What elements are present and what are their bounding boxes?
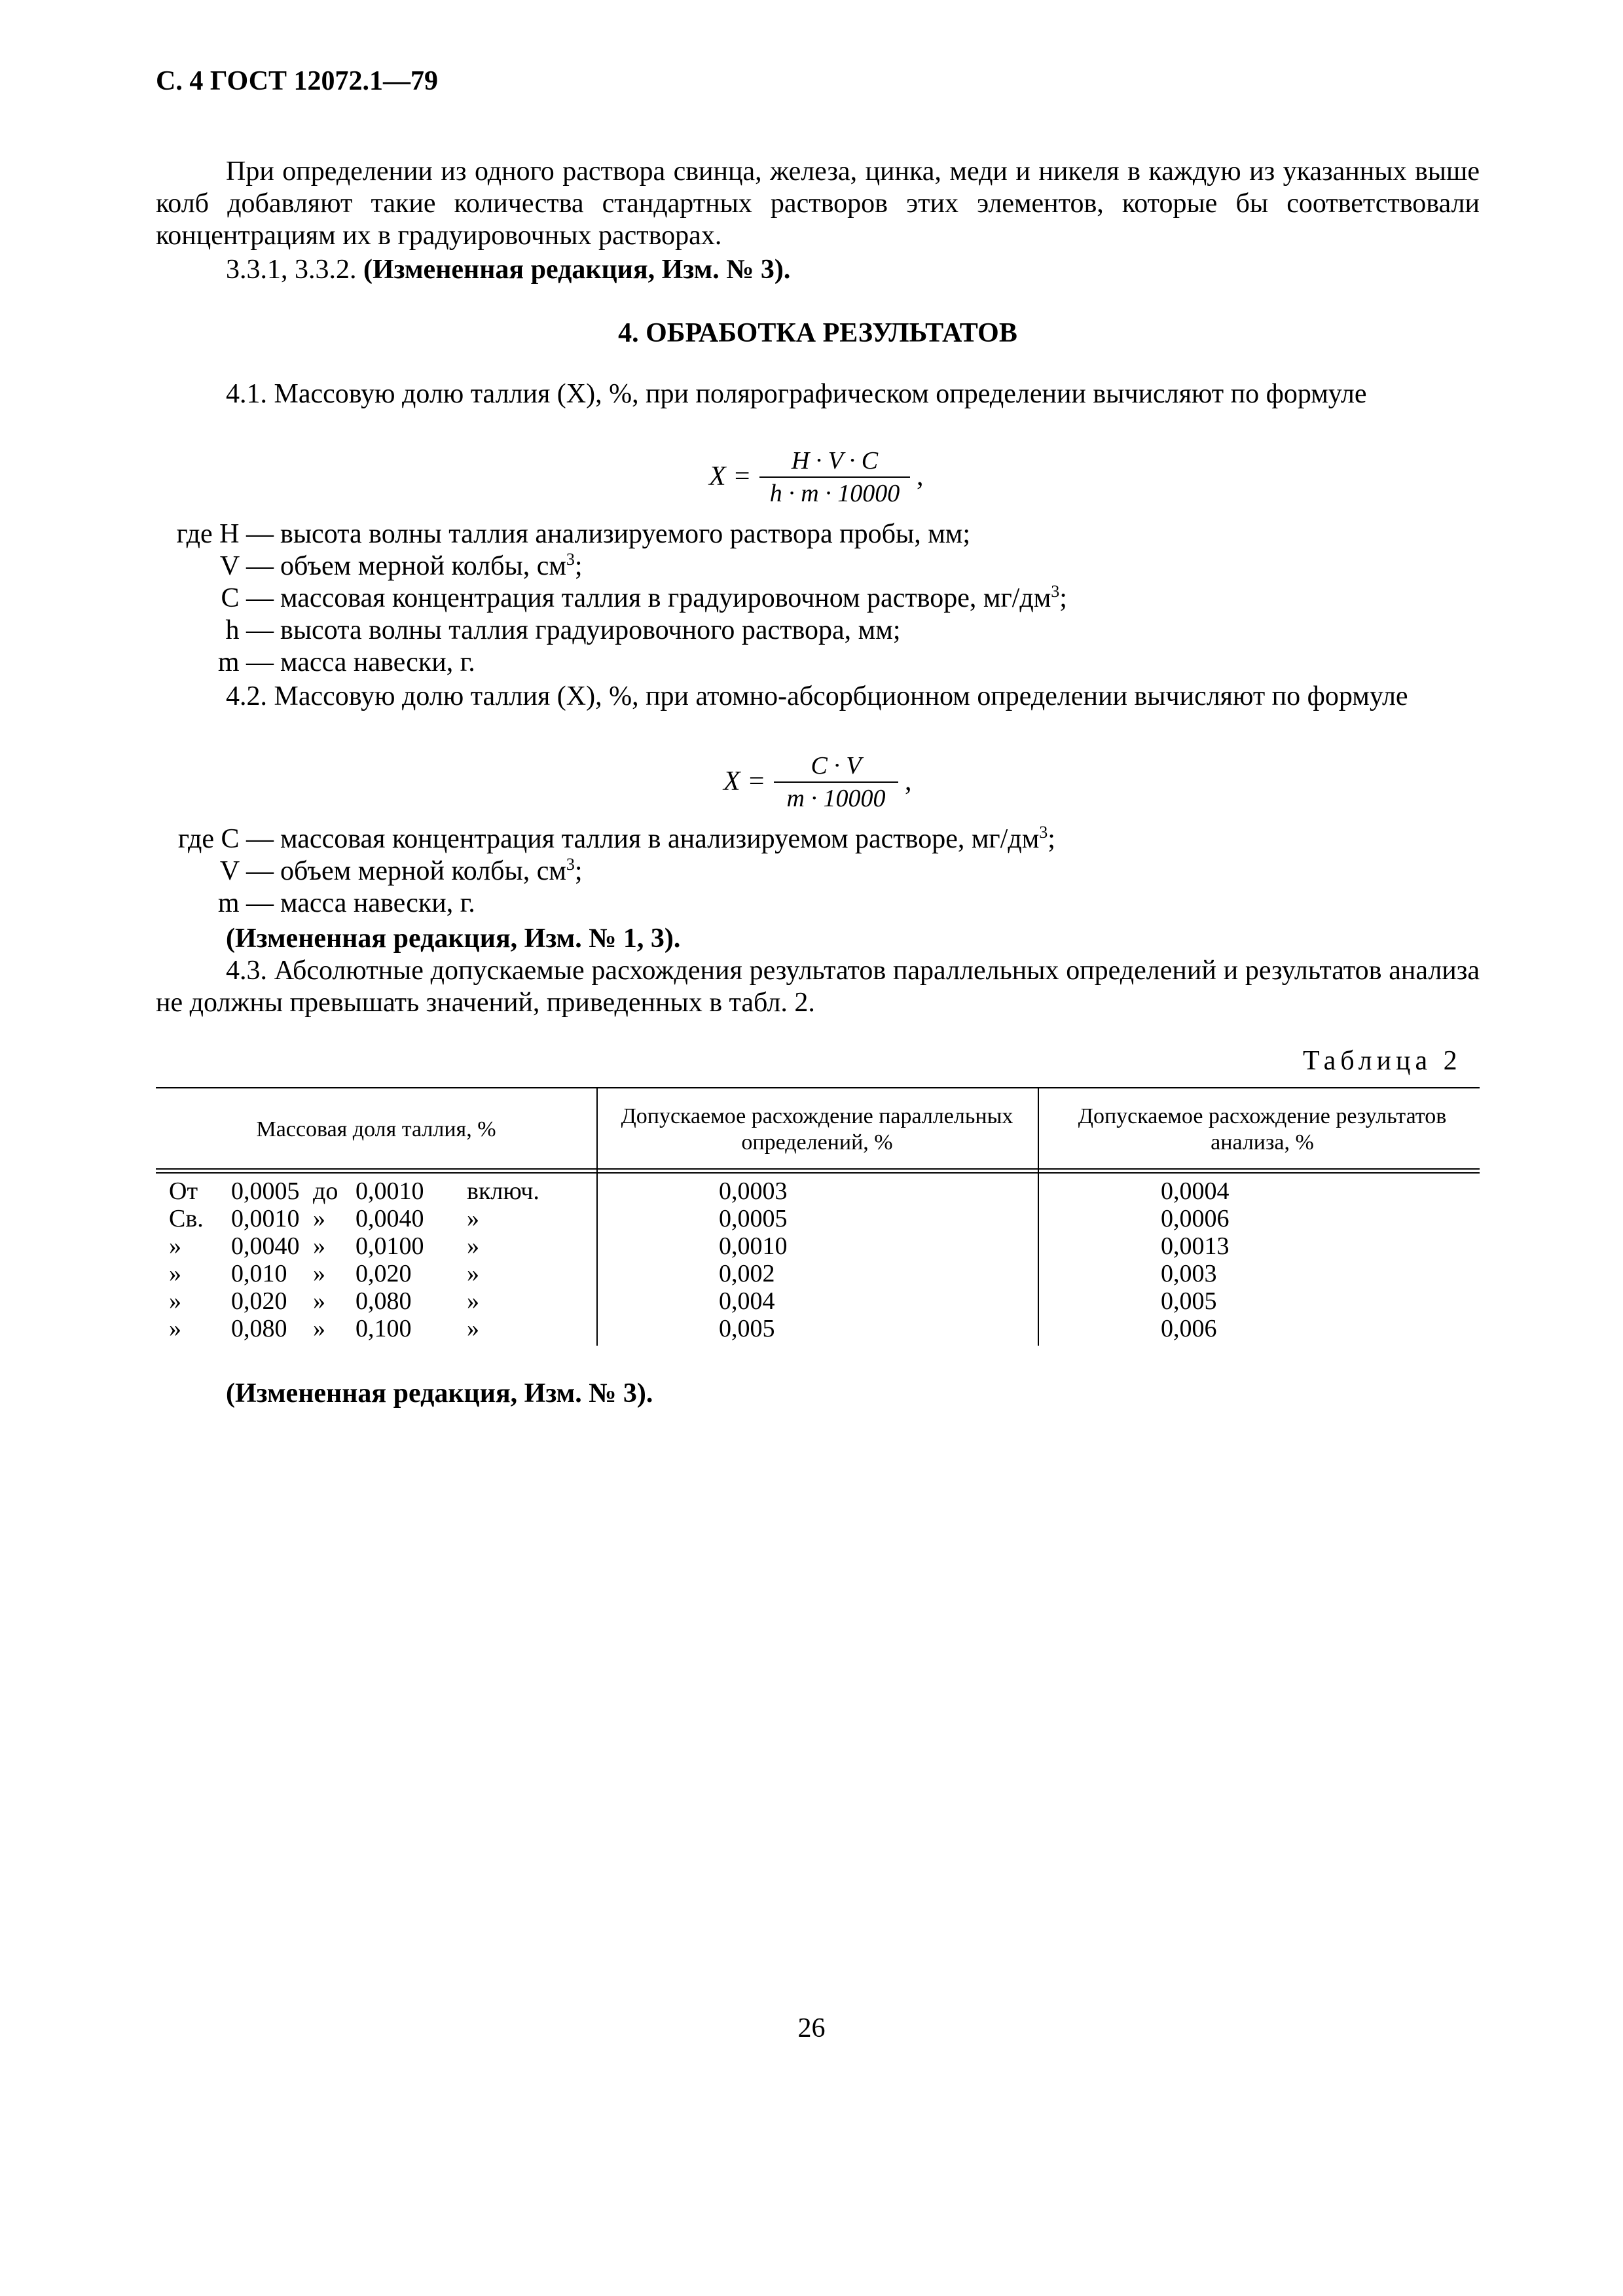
where-text: высота волны таллия анализируемого раствора пробы, мм; xyxy=(280,519,971,549)
cell-parallel-tolerance: 0,005 xyxy=(719,1315,775,1342)
range-from: 0,0040 xyxy=(231,1232,300,1260)
formula-1-denominator: h · m · 10000 xyxy=(769,480,900,507)
table-row xyxy=(156,1177,1480,1205)
table-row xyxy=(156,1232,1480,1260)
range-mid: » xyxy=(313,1260,325,1287)
formula-1-numerator: H · V · C xyxy=(791,447,879,475)
range-post: » xyxy=(467,1232,479,1260)
range-to: 0,0100 xyxy=(356,1232,424,1260)
cell-parallel-tolerance: 0,0005 xyxy=(719,1205,788,1232)
range-post: » xyxy=(467,1315,479,1342)
cell-result-tolerance: 0,0013 xyxy=(1161,1232,1230,1260)
table-row xyxy=(156,1205,1480,1232)
formula-2-tail: , xyxy=(905,766,912,797)
table-row xyxy=(156,1287,1480,1315)
section-title: 4. ОБРАБОТКА РЕЗУЛЬТАТОВ xyxy=(618,318,1017,348)
range-mid: » xyxy=(313,1205,325,1232)
range-post: включ. xyxy=(467,1177,539,1205)
formula-2-fraction xyxy=(774,751,898,813)
table-header-rule xyxy=(156,1168,1480,1170)
where-punct: ; xyxy=(574,856,583,886)
range-mid: » xyxy=(313,1315,325,1342)
range-to: 0,0040 xyxy=(356,1205,424,1232)
formula-1-lhs: X = xyxy=(709,461,752,492)
where-punct: ; xyxy=(574,551,583,581)
amendment-note-3: (Измененная редакция, Изм. № 3). xyxy=(226,1378,653,1408)
range-pre: Св. xyxy=(169,1205,204,1232)
where-text: массовая концентрация таллия в анализируемом растворе, мг/дм xyxy=(280,824,1040,854)
table-row xyxy=(156,1260,1480,1287)
table-top-rule xyxy=(156,1087,1480,1088)
range-mid: » xyxy=(313,1232,325,1260)
cell-result-tolerance: 0,003 xyxy=(1161,1260,1217,1287)
formula-1-tail: , xyxy=(917,461,924,492)
range-pre: » xyxy=(169,1260,181,1287)
superscript: 3 xyxy=(1051,582,1060,601)
range-post: » xyxy=(467,1287,479,1315)
superscript: 3 xyxy=(566,855,575,874)
table-row xyxy=(156,1315,1480,1342)
formula-2-numerator: C · V xyxy=(811,752,862,780)
superscript: 3 xyxy=(1039,823,1048,842)
where-text: массовая концентрация таллия в градуировочном растворе, мг/дм xyxy=(280,583,1051,613)
range-from: 0,010 xyxy=(231,1260,287,1287)
range-from: 0,020 xyxy=(231,1287,287,1315)
table-header-result: Допускаемое расхождение результатов анализа, % xyxy=(1078,1104,1447,1155)
range-to: 0,100 xyxy=(356,1315,412,1342)
cell-parallel-tolerance: 0,0010 xyxy=(719,1232,788,1260)
table-2 xyxy=(156,1087,1480,1346)
where-text: объем мерной колбы, см xyxy=(280,856,566,886)
paragraph-4-2: 4.2. Массовую долю таллия (X), %, при атомно-абсорбционном определении вычисляют по формуле xyxy=(226,681,1408,711)
where-symbol: m — xyxy=(217,647,274,677)
table-header-mass-fraction: Массовая доля таллия, % xyxy=(256,1117,496,1141)
range-to: 0,020 xyxy=(356,1260,412,1287)
where-symbol: h — xyxy=(225,615,274,645)
where-punct: ; xyxy=(1048,824,1055,854)
where-symbol: где H — xyxy=(176,519,274,549)
page-header: С. 4 ГОСТ 12072.1—79 xyxy=(156,66,439,96)
where-symbol: V — xyxy=(219,856,274,886)
table-caption: Таблица 2 xyxy=(1303,1046,1462,1076)
where-punct: ; xyxy=(1059,583,1067,613)
range-pre: » xyxy=(169,1287,181,1315)
where-text: масса навески, г. xyxy=(280,647,475,677)
amendment-note-1 xyxy=(156,254,1480,286)
intro-paragraph: При определении из одного раствора свинца, железа, цинка, меди и никеля в каждую из указанных выше колб добавляют такие количества стандартных растворов этих элементов, которые бы соответствовали концентрациям их в градуировочных растворах. xyxy=(156,156,1480,251)
table-header-parallel: Допускаемое расхождение параллельных определений, % xyxy=(621,1104,1013,1155)
range-mid: » xyxy=(313,1287,325,1315)
amendment-note-2: (Измененная редакция, Изм. № 1, 3). xyxy=(226,924,681,954)
paragraph-4-1: 4.1. Массовую долю таллия (X), %, при полярографическом определении вычисляют по формуле xyxy=(226,379,1367,409)
formula-2-denominator: m · 10000 xyxy=(786,785,886,812)
page-number: 26 xyxy=(797,2013,826,2043)
range-post: » xyxy=(467,1205,479,1232)
where-text: масса навески, г. xyxy=(280,888,475,918)
range-from: 0,0010 xyxy=(231,1205,300,1232)
where-symbol: m — xyxy=(217,888,274,918)
cell-parallel-tolerance: 0,004 xyxy=(719,1287,775,1315)
range-pre: От xyxy=(169,1177,198,1205)
range-pre: » xyxy=(169,1315,181,1342)
table-header-rule-double xyxy=(156,1172,1480,1174)
formula-2-bar xyxy=(774,781,898,783)
where-symbol: V — xyxy=(219,551,274,581)
superscript: 3 xyxy=(566,550,575,569)
cell-result-tolerance: 0,0006 xyxy=(1161,1205,1230,1232)
formula-1-bar xyxy=(759,476,910,478)
range-to: 0,080 xyxy=(356,1287,412,1315)
formula-2-lhs: X = xyxy=(723,766,766,797)
range-from: 0,0005 xyxy=(231,1177,300,1205)
range-post: » xyxy=(467,1260,479,1287)
where-symbol: где C — xyxy=(177,824,274,854)
cell-parallel-tolerance: 0,0003 xyxy=(719,1177,788,1205)
where-text: объем мерной колбы, см xyxy=(280,551,566,581)
where-symbol: C — xyxy=(221,583,274,613)
cell-result-tolerance: 0,006 xyxy=(1161,1315,1217,1342)
range-pre: » xyxy=(169,1232,181,1260)
amendment-1-text: (Измененная редакция, Изм. № 3). xyxy=(363,255,791,285)
range-mid: до xyxy=(313,1177,338,1205)
range-to: 0,0010 xyxy=(356,1177,424,1205)
where-text: высота волны таллия градуировочного раствора, мм; xyxy=(280,615,901,645)
range-from: 0,080 xyxy=(231,1315,287,1342)
paragraph-4-3: 4.3. Абсолютные допускаемые расхождения результатов параллельных определений и результатов анализа не должны превышать значений, приведенных в табл. 2. xyxy=(156,956,1480,1018)
cell-parallel-tolerance: 0,002 xyxy=(719,1260,775,1287)
amendment-1-prefix: 3.3.1, 3.3.2. xyxy=(226,255,357,285)
formula-1-fraction xyxy=(759,446,910,508)
cell-result-tolerance: 0,005 xyxy=(1161,1287,1217,1315)
cell-result-tolerance: 0,0004 xyxy=(1161,1177,1230,1205)
